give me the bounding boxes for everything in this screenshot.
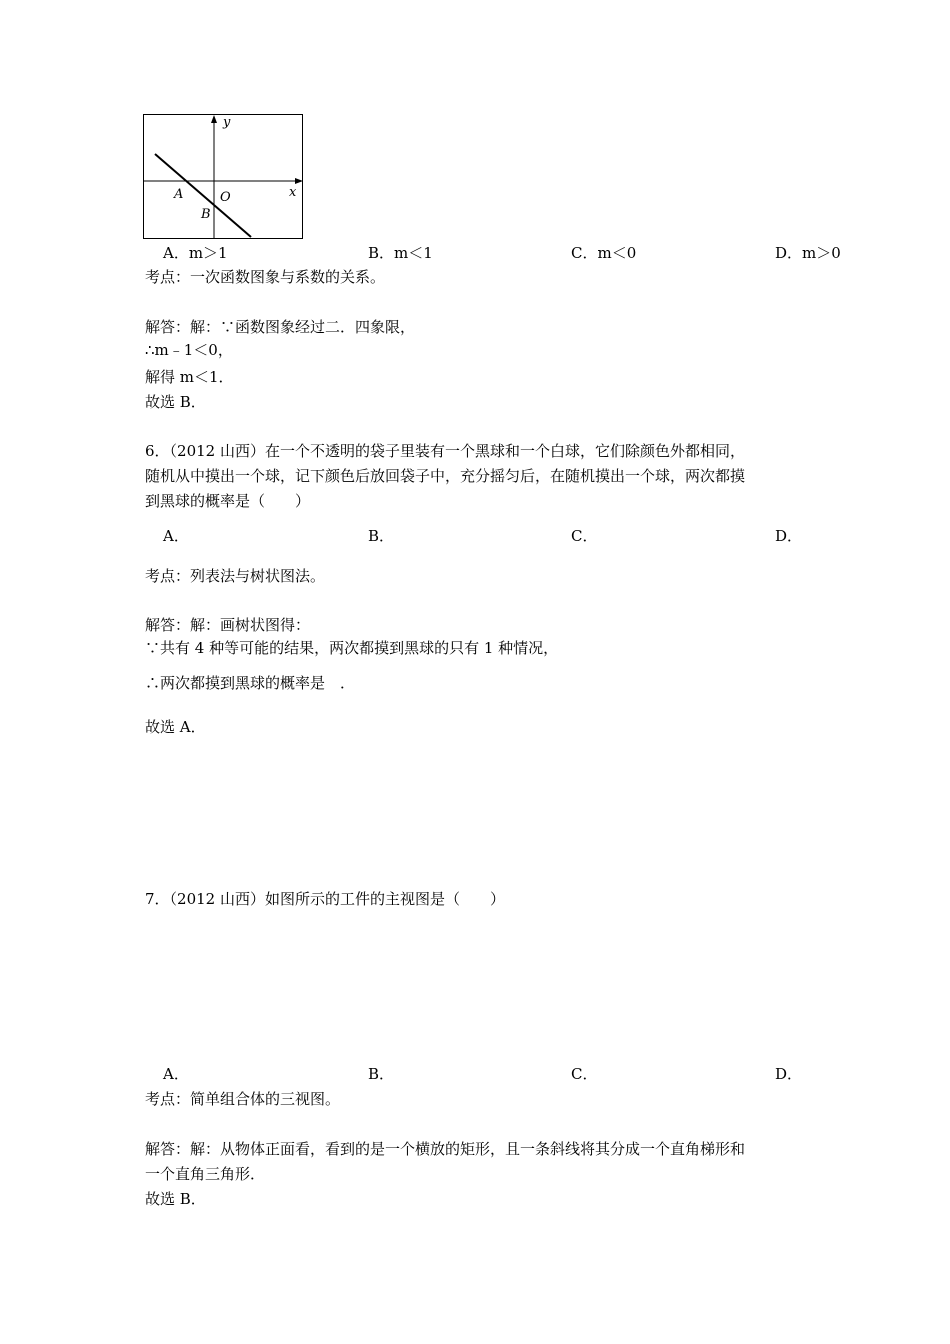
- x-axis-label: x: [289, 185, 297, 200]
- origin-label: O: [220, 190, 231, 205]
- point-a-label: A: [174, 187, 184, 202]
- q7-stem: 7．（2012 山西）如图所示的工件的主视图是（ ）: [145, 890, 505, 908]
- q6-option-b: B．: [368, 527, 395, 545]
- q5-option-d: D．m＞0: [775, 244, 841, 262]
- q7-kaodian: 考点：简单组合体的三视图。: [145, 1090, 341, 1108]
- q5-jieda-line: 故选 B．: [145, 393, 206, 411]
- q5-jieda-line: 解答：解：∵函数图象经过二．四象限，: [145, 318, 416, 336]
- y-axis-label: y: [223, 115, 231, 130]
- q6-stem-line: 到黑球的概率是（ ）: [145, 492, 311, 510]
- q5-kaodian: 考点：一次函数图象与系数的关系。: [145, 268, 386, 286]
- graph-frame: [144, 115, 303, 239]
- q7-jieda-line: 解答：解：从物体正面看，看到的是一个横放的矩形，且一条斜线将其分成一个直角梯形和: [145, 1140, 746, 1158]
- q7-option-b: B．: [368, 1065, 395, 1083]
- graph-svg: [143, 114, 303, 239]
- q6-stem-line: 随机从中摸出一个球，记下颜色后放回袋子中，充分摇匀后，在随机摸出一个球，两次都摸: [145, 467, 746, 485]
- q7-option-c: C．: [571, 1065, 598, 1083]
- q6-option-c: C．: [571, 527, 598, 545]
- q6-stem-line: 6．（2012 山西）在一个不透明的袋子里装有一个黑球和一个白球，它们除颜色外都相同，: [145, 442, 745, 460]
- q6-option-d: D．: [775, 527, 803, 545]
- q5-jieda-line: ∴m﹣1＜0，: [145, 341, 233, 359]
- q7-option-d: D．: [775, 1065, 803, 1083]
- q6-jieda-line: 故选 A．: [145, 718, 206, 736]
- q5-option-b: B．m＜1: [368, 244, 433, 262]
- q7-jieda-line: 故选 B．: [145, 1190, 206, 1208]
- q7-option-a: A．: [163, 1065, 189, 1083]
- linear-function-graph: [143, 114, 303, 239]
- point-b-label: B: [201, 207, 211, 222]
- q5-jieda-line: 解得 m＜1．: [145, 368, 234, 386]
- q6-option-a: A．: [163, 527, 189, 545]
- q6-kaodian: 考点：列表法与树状图法。: [145, 567, 326, 585]
- q6-jieda-line: 解答：解：画树状图得：: [145, 616, 311, 634]
- q5-option-a: A．m＞1: [163, 244, 228, 262]
- q6-jieda-line: ∴两次都摸到黑球的概率是 ．: [145, 674, 356, 692]
- q5-option-c: C．m＜0: [571, 244, 637, 262]
- q7-jieda-line: 一个直角三角形．: [145, 1165, 266, 1183]
- q6-jieda-line: ∵共有 4 种等可能的结果，两次都摸到黑球的只有 1 种情况，: [145, 639, 559, 657]
